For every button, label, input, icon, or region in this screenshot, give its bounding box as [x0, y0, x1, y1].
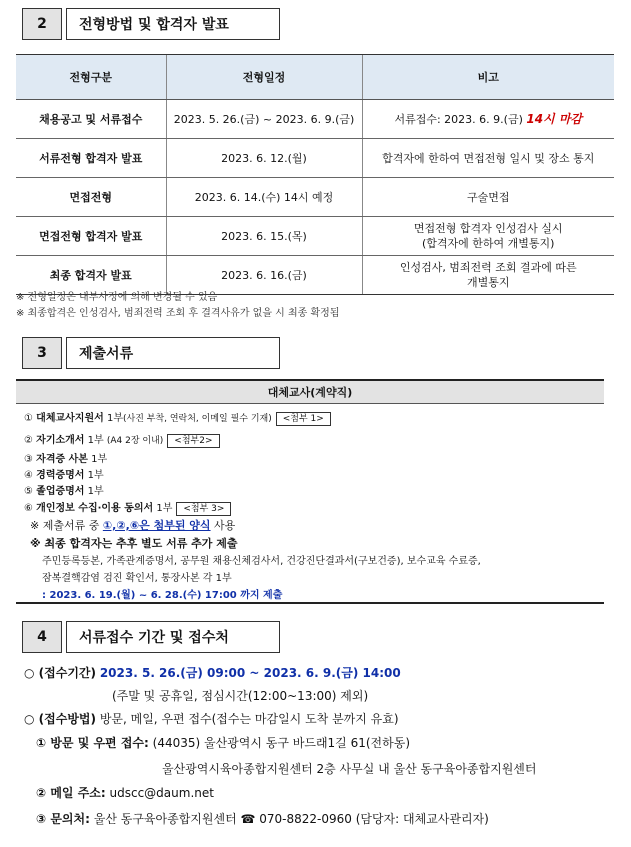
- reception-period: ○ (접수기간) 2023. 5. 26.(금) 09:00 ~ 2023. 6. 9.(금) 14:00: [24, 666, 401, 680]
- stage-cell: 면접전형: [16, 178, 166, 217]
- date-cell: 2023. 6. 14.(수) 14시 예정: [166, 178, 362, 217]
- section-3-number: 3: [22, 337, 62, 369]
- doc-item: ⑤ 졸업증명서 1부: [24, 486, 104, 497]
- docs-divider: [16, 602, 604, 604]
- table-row: [16, 139, 614, 178]
- doc-item: ① 대체교사지원서 1부(사진 부착, 연락처, 이메일 필수 기재) <첨부 1>: [24, 409, 331, 426]
- section-4-title: 서류접수 기간 및 접수처: [66, 621, 280, 653]
- note-cell: 구술면접: [362, 178, 614, 217]
- note-cell: 합격자에 한하여 면접전형 일시 및 장소 통지: [362, 139, 614, 178]
- section-3-title: 제출서류: [66, 337, 280, 369]
- mail-address: ② 메일 주소: udscc@daum.net: [36, 786, 214, 800]
- attachment-tag: <첨부 3>: [176, 502, 231, 516]
- section-2-number: 2: [22, 8, 62, 40]
- final-docs-list-1: 주민등록등본, 가족관계증명서, 공무원 채용신체검사서, 건강진단결과서(구보건증), 보수교육 수료증,: [42, 556, 481, 567]
- schedule-note-2: ※ 최종합격은 인성검사, 범죄전력 조회 후 결격사유가 없을 시 최종 확정됨: [16, 308, 340, 319]
- schedule-note-1: ※ 전형일정은 내부사정에 의해 변경될 수 있음: [16, 292, 218, 303]
- docs-header: 대체교사(계약직): [16, 379, 604, 404]
- form-usage-note: ※ 제출서류 중 ①,②,⑥은 첨부된 양식 사용: [30, 519, 236, 532]
- date-cell: 2023. 6. 16.(금): [166, 256, 362, 295]
- col-header-stage: 전형구분: [16, 55, 166, 100]
- date-cell: 2023. 5. 26.(금) ~ 2023. 6. 9.(금): [166, 100, 362, 139]
- reception-period-exclusion: (주말 및 공휴일, 점심시간(12:00~13:00) 제외): [112, 689, 369, 703]
- col-header-note: 비고: [362, 55, 614, 100]
- date-cell: 2023. 6. 12.(월): [166, 139, 362, 178]
- stage-cell: 최종 합격자 발표: [16, 256, 166, 295]
- schedule-table: [16, 54, 614, 295]
- table-row: [16, 178, 614, 217]
- note-cell: 인성검사, 범죄전력 조회 결과에 따른 개별통지: [362, 256, 614, 295]
- final-docs-note: ※ 최종 합격자는 추후 별도 서류 추가 제출: [30, 537, 238, 550]
- section-2-title: 전형방법 및 합격자 발표: [66, 8, 280, 40]
- email-link[interactable]: udscc@daum.net: [105, 786, 214, 800]
- doc-item: ② 자기소개서 1부 (A4 2장 이내) <첨부2>: [24, 431, 220, 448]
- attachment-tag: <첨부2>: [167, 434, 219, 448]
- contact-info: ③ 문의처: 울산 동구육아종합지원센터 ☎ 070-8822-0960 (담당자: 대체교사관리자): [36, 812, 489, 826]
- deadline-highlight: 14시 마감: [526, 111, 583, 126]
- visit-address-detail: 울산광역시육아종합지원센터 2층 사무실 내 울산 동구육아종합지원센터: [162, 762, 537, 776]
- doc-item: ④ 경력증명서 1부: [24, 470, 104, 481]
- final-docs-list-2: 잠복결핵감염 검진 확인서, 통장사본 각 1부: [42, 573, 232, 584]
- section-4-number: 4: [22, 621, 62, 653]
- stage-cell: 면접전형 합격자 발표: [16, 217, 166, 256]
- final-docs-deadline: : 2023. 6. 19.(월) ~ 6. 28.(수) 17:00 까지 제출: [42, 590, 283, 601]
- stage-cell: 채용공고 및 서류접수: [16, 100, 166, 139]
- reception-method: ○ (접수방법) 방문, 메일, 우편 접수(접수는 마감일시 도착 분까지 유효): [24, 712, 399, 726]
- stage-cell: 서류전형 합격자 발표: [16, 139, 166, 178]
- doc-item: ③ 자격증 사본 1부: [24, 454, 108, 465]
- doc-item: ⑥ 개인정보 수집·이용 동의서 1부 <첨부 3>: [24, 499, 231, 516]
- note-cell: 서류접수: 2023. 6. 9.(금) 14시 마감: [362, 100, 614, 139]
- visit-address: ① 방문 및 우편 접수: (44035) 울산광역시 동구 바드래1길 61(전하동): [36, 736, 410, 750]
- table-row: [16, 100, 614, 139]
- attachment-tag: <첨부 1>: [276, 412, 331, 426]
- table-row: [16, 217, 614, 256]
- note-cell: 면접전형 합격자 인성검사 실시 (합격자에 한하여 개별통지): [362, 217, 614, 256]
- date-cell: 2023. 6. 15.(목): [166, 217, 362, 256]
- col-header-date: 전형일정: [166, 55, 362, 100]
